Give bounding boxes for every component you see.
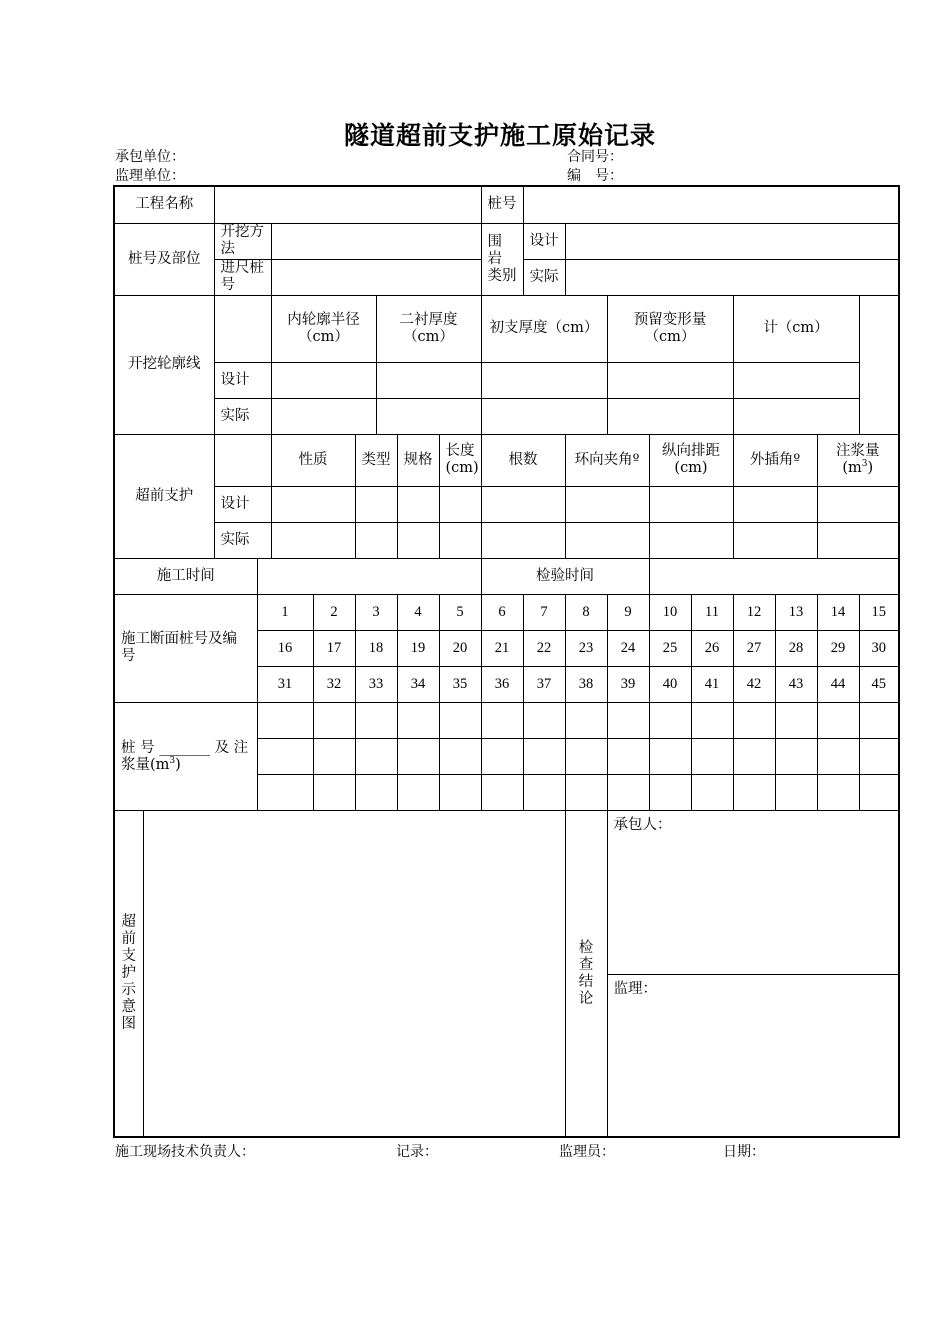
diagram-label (114, 811, 143, 1137)
contour-design-cell[interactable] (481, 362, 607, 398)
contour-actual-cell[interactable] (481, 398, 607, 434)
grout-cell[interactable] (355, 702, 397, 738)
section-number: 16 (257, 630, 313, 666)
section-number: 31 (257, 666, 313, 702)
contour-design-cell[interactable] (271, 362, 376, 398)
support-design-cell[interactable] (817, 486, 899, 522)
construction-time-label: 施工时间 (114, 558, 257, 594)
diagram-label-text: 超前支护示意图 (121, 914, 136, 1033)
section-number: 36 (481, 666, 523, 702)
contour-actual-cell[interactable] (733, 398, 859, 434)
grout-cell[interactable] (565, 738, 607, 774)
support-actual-cell[interactable] (439, 522, 481, 558)
section-number: 21 (481, 630, 523, 666)
grout-cell[interactable] (523, 775, 565, 811)
contour-header-initial-support: 初支厚度（cm） (481, 295, 607, 362)
section-number: 15 (859, 594, 899, 630)
support-header-type: 类型 (355, 434, 397, 486)
grout-cell[interactable] (817, 775, 859, 811)
section-label: 施工断面桩号及编号 (114, 594, 257, 702)
section-number: 42 (733, 666, 775, 702)
support-actual-cell[interactable] (481, 522, 565, 558)
grout-cell[interactable] (607, 702, 649, 738)
section-number: 26 (691, 630, 733, 666)
support-header-spec: 规格 (397, 434, 439, 486)
support-header-ring-angle: 环向夹角º (565, 434, 649, 486)
grout-cell[interactable] (775, 738, 817, 774)
excavation-contour-label: 开挖轮廓线 (114, 295, 214, 434)
contour-actual-cell[interactable] (271, 398, 376, 434)
support-actual-cell[interactable] (649, 522, 733, 558)
project-name-field[interactable] (214, 186, 481, 223)
grout-cell[interactable] (481, 775, 523, 811)
pile-no-label: 桩号 (481, 186, 523, 223)
section-number: 38 (565, 666, 607, 702)
section-number: 13 (775, 594, 817, 630)
section-number: 33 (355, 666, 397, 702)
excavation-method-field[interactable] (271, 223, 481, 259)
grout-label-text: 桩 号 _______ 及 注浆量(m (121, 739, 249, 773)
section-number: 24 (607, 630, 649, 666)
section-number: 9 (607, 594, 649, 630)
grout-cell[interactable] (859, 702, 899, 738)
supervisor-unit-label: 监理单位： (115, 168, 185, 184)
supervisor-person-label: 监理员： (559, 1144, 615, 1160)
grout-cell[interactable] (691, 775, 733, 811)
grout-cell[interactable] (397, 702, 439, 738)
support-design-cell[interactable] (565, 486, 649, 522)
grout-cell[interactable] (355, 738, 397, 774)
section-number: 20 (439, 630, 481, 666)
support-header-grout: 注浆量 $(m^3)$ (817, 434, 899, 486)
rock-actual-label: 实际 (523, 259, 565, 295)
section-number: 8 (565, 594, 607, 630)
section-number: 4 (397, 594, 439, 630)
advance-pile-field[interactable] (271, 259, 481, 295)
grout-cell[interactable] (733, 702, 775, 738)
contractor-label: 承包单位： (115, 149, 185, 165)
grout-cell[interactable] (565, 702, 607, 738)
section-number: 14 (817, 594, 859, 630)
grout-cell[interactable] (691, 738, 733, 774)
record-form-table (113, 185, 900, 1138)
section-number: 19 (397, 630, 439, 666)
inspection-time-field[interactable] (649, 558, 899, 594)
support-header-row-spacing: 纵向排距(cm) (649, 434, 733, 486)
section-number: 12 (733, 594, 775, 630)
grout-cell[interactable] (817, 702, 859, 738)
advance-pile-label: 进尺桩号 (214, 259, 271, 295)
excavation-method-label: 开挖方法 (214, 223, 271, 259)
support-actual-cell[interactable] (565, 522, 649, 558)
support-header-length: 长度(cm) (439, 434, 481, 486)
contour-header-lining: 二衬厚度（cm） (376, 295, 481, 362)
grout-cell[interactable] (257, 702, 313, 738)
grout-cell[interactable] (859, 775, 899, 811)
contractor-sign-area[interactable] (607, 811, 899, 975)
section-number: 30 (859, 630, 899, 666)
support-header-nature: 性质 (271, 434, 355, 486)
contour-design-label: 设计 (214, 362, 271, 398)
page-title: 隧道超前支护施工原始记录 (343, 121, 656, 150)
grout-cell[interactable] (257, 738, 313, 774)
support-design-cell[interactable] (397, 486, 439, 522)
grout-cell[interactable] (649, 775, 691, 811)
grout-label-tail: ) (175, 756, 181, 773)
section-number: 34 (397, 666, 439, 702)
section-number: 3 (355, 594, 397, 630)
grout-unit-tail: ) (867, 460, 874, 477)
section-number: 41 (691, 666, 733, 702)
support-design-cell[interactable] (355, 486, 397, 522)
grout-cell[interactable] (523, 738, 565, 774)
section-number: 28 (775, 630, 817, 666)
advance-support-label: 超前支护 (114, 434, 214, 558)
pile-and-part-label: 桩号及部位 (114, 223, 214, 295)
support-header-count: 根数 (481, 434, 565, 486)
section-number: 32 (313, 666, 355, 702)
contour-corner-cell (214, 295, 271, 362)
section-number: 43 (775, 666, 817, 702)
section-number: 39 (607, 666, 649, 702)
section-number: 27 (733, 630, 775, 666)
section-number: 11 (691, 594, 733, 630)
section-number: 37 (523, 666, 565, 702)
grout-cell[interactable] (523, 702, 565, 738)
grout-cell[interactable] (733, 738, 775, 774)
grout-cell[interactable] (313, 738, 355, 774)
grout-cell[interactable] (607, 775, 649, 811)
section-number: 18 (355, 630, 397, 666)
section-number: 44 (817, 666, 859, 702)
grout-cell[interactable] (775, 702, 817, 738)
grout-cell[interactable] (775, 775, 817, 811)
grout-cell[interactable] (607, 738, 649, 774)
section-number: 5 (439, 594, 481, 630)
grout-unit-text: (m (842, 460, 862, 477)
contour-actual-cell[interactable] (607, 398, 733, 434)
section-number: 1 (257, 594, 313, 630)
contour-design-cell[interactable] (607, 362, 733, 398)
support-design-cell[interactable] (649, 486, 733, 522)
contour-header-total: 计（cm） (733, 295, 859, 362)
supervision-sign-label: 监理： (613, 981, 657, 998)
section-number: 45 (859, 666, 899, 702)
grout-cell[interactable] (397, 738, 439, 774)
section-number: 10 (649, 594, 691, 630)
grout-cell[interactable] (439, 738, 481, 774)
construction-time-field[interactable] (257, 558, 481, 594)
rock-actual-field[interactable] (565, 259, 899, 295)
site-tech-label: 施工现场技术负责人： (115, 1144, 255, 1160)
grout-cell[interactable] (817, 738, 859, 774)
grout-amount-label: 桩 号 _______ 及 注浆量$(m^3)$ (114, 702, 257, 810)
contour-header-deformation: 预留变形量（cm） (607, 295, 733, 362)
grout-cell[interactable] (439, 702, 481, 738)
grout-cell[interactable] (691, 702, 733, 738)
rock-design-label: 设计 (523, 223, 565, 259)
project-name-label: 工程名称 (114, 186, 214, 223)
date-label: 日期： (723, 1144, 765, 1160)
section-number: 40 (649, 666, 691, 702)
grout-header-text: 注浆量 (836, 443, 880, 460)
inspection-time-label: 检验时间 (481, 558, 649, 594)
support-actual-label: 实际 (214, 522, 271, 558)
section-number: 25 (649, 630, 691, 666)
pile-no-field[interactable] (523, 186, 899, 223)
grout-cell[interactable] (313, 775, 355, 811)
support-actual-cell[interactable] (355, 522, 397, 558)
section-number: 23 (565, 630, 607, 666)
support-actual-cell[interactable] (271, 522, 355, 558)
support-actual-cell[interactable] (397, 522, 439, 558)
support-corner-cell (214, 434, 271, 486)
grout-cell[interactable] (257, 775, 313, 811)
grout-cell[interactable] (649, 738, 691, 774)
recorder-label: 记录： (396, 1144, 438, 1160)
support-design-cell[interactable] (481, 486, 565, 522)
contour-design-cell[interactable] (733, 362, 859, 398)
support-header-insert-angle: 外插角º (733, 434, 817, 486)
section-number: 29 (817, 630, 859, 666)
grout-cell[interactable] (397, 775, 439, 811)
grout-cell[interactable] (439, 775, 481, 811)
supervision-sign-area[interactable] (607, 975, 899, 1137)
support-actual-cell[interactable] (817, 522, 899, 558)
contour-actual-cell[interactable] (376, 398, 481, 434)
diagram-area[interactable] (143, 811, 565, 1137)
section-number: 17 (313, 630, 355, 666)
conclusion-label (565, 811, 607, 1137)
grout-cell[interactable] (565, 775, 607, 811)
grout-cell[interactable] (313, 702, 355, 738)
rock-class-label: 围 岩 类别 (481, 223, 523, 295)
support-actual-cell[interactable] (733, 522, 817, 558)
grout-cell[interactable] (355, 775, 397, 811)
grout-cell[interactable] (733, 775, 775, 811)
section-number: 2 (313, 594, 355, 630)
contour-actual-label: 实际 (214, 398, 271, 434)
support-design-cell[interactable] (271, 486, 355, 522)
serial-no-label: 编 号： (567, 168, 623, 184)
grout-cell[interactable] (481, 738, 523, 774)
conclusion-label-text: 检查结论 (578, 939, 594, 1007)
contour-design-cell[interactable] (376, 362, 481, 398)
section-number: 35 (439, 666, 481, 702)
grout-cell[interactable] (481, 702, 523, 738)
contractor-sign-label: 承包人： (613, 817, 672, 834)
support-design-label: 设计 (214, 486, 271, 522)
section-number: 22 (523, 630, 565, 666)
support-design-cell[interactable] (733, 486, 817, 522)
contour-header-inner-radius: 内轮廓半径（cm） (271, 295, 376, 362)
section-number: 6 (481, 594, 523, 630)
support-design-cell[interactable] (439, 486, 481, 522)
rock-design-field[interactable] (565, 223, 899, 259)
grout-cell[interactable] (649, 702, 691, 738)
contract-no-label: 合同号： (567, 149, 623, 165)
grout-cell[interactable] (859, 738, 899, 774)
section-number: 7 (523, 594, 565, 630)
